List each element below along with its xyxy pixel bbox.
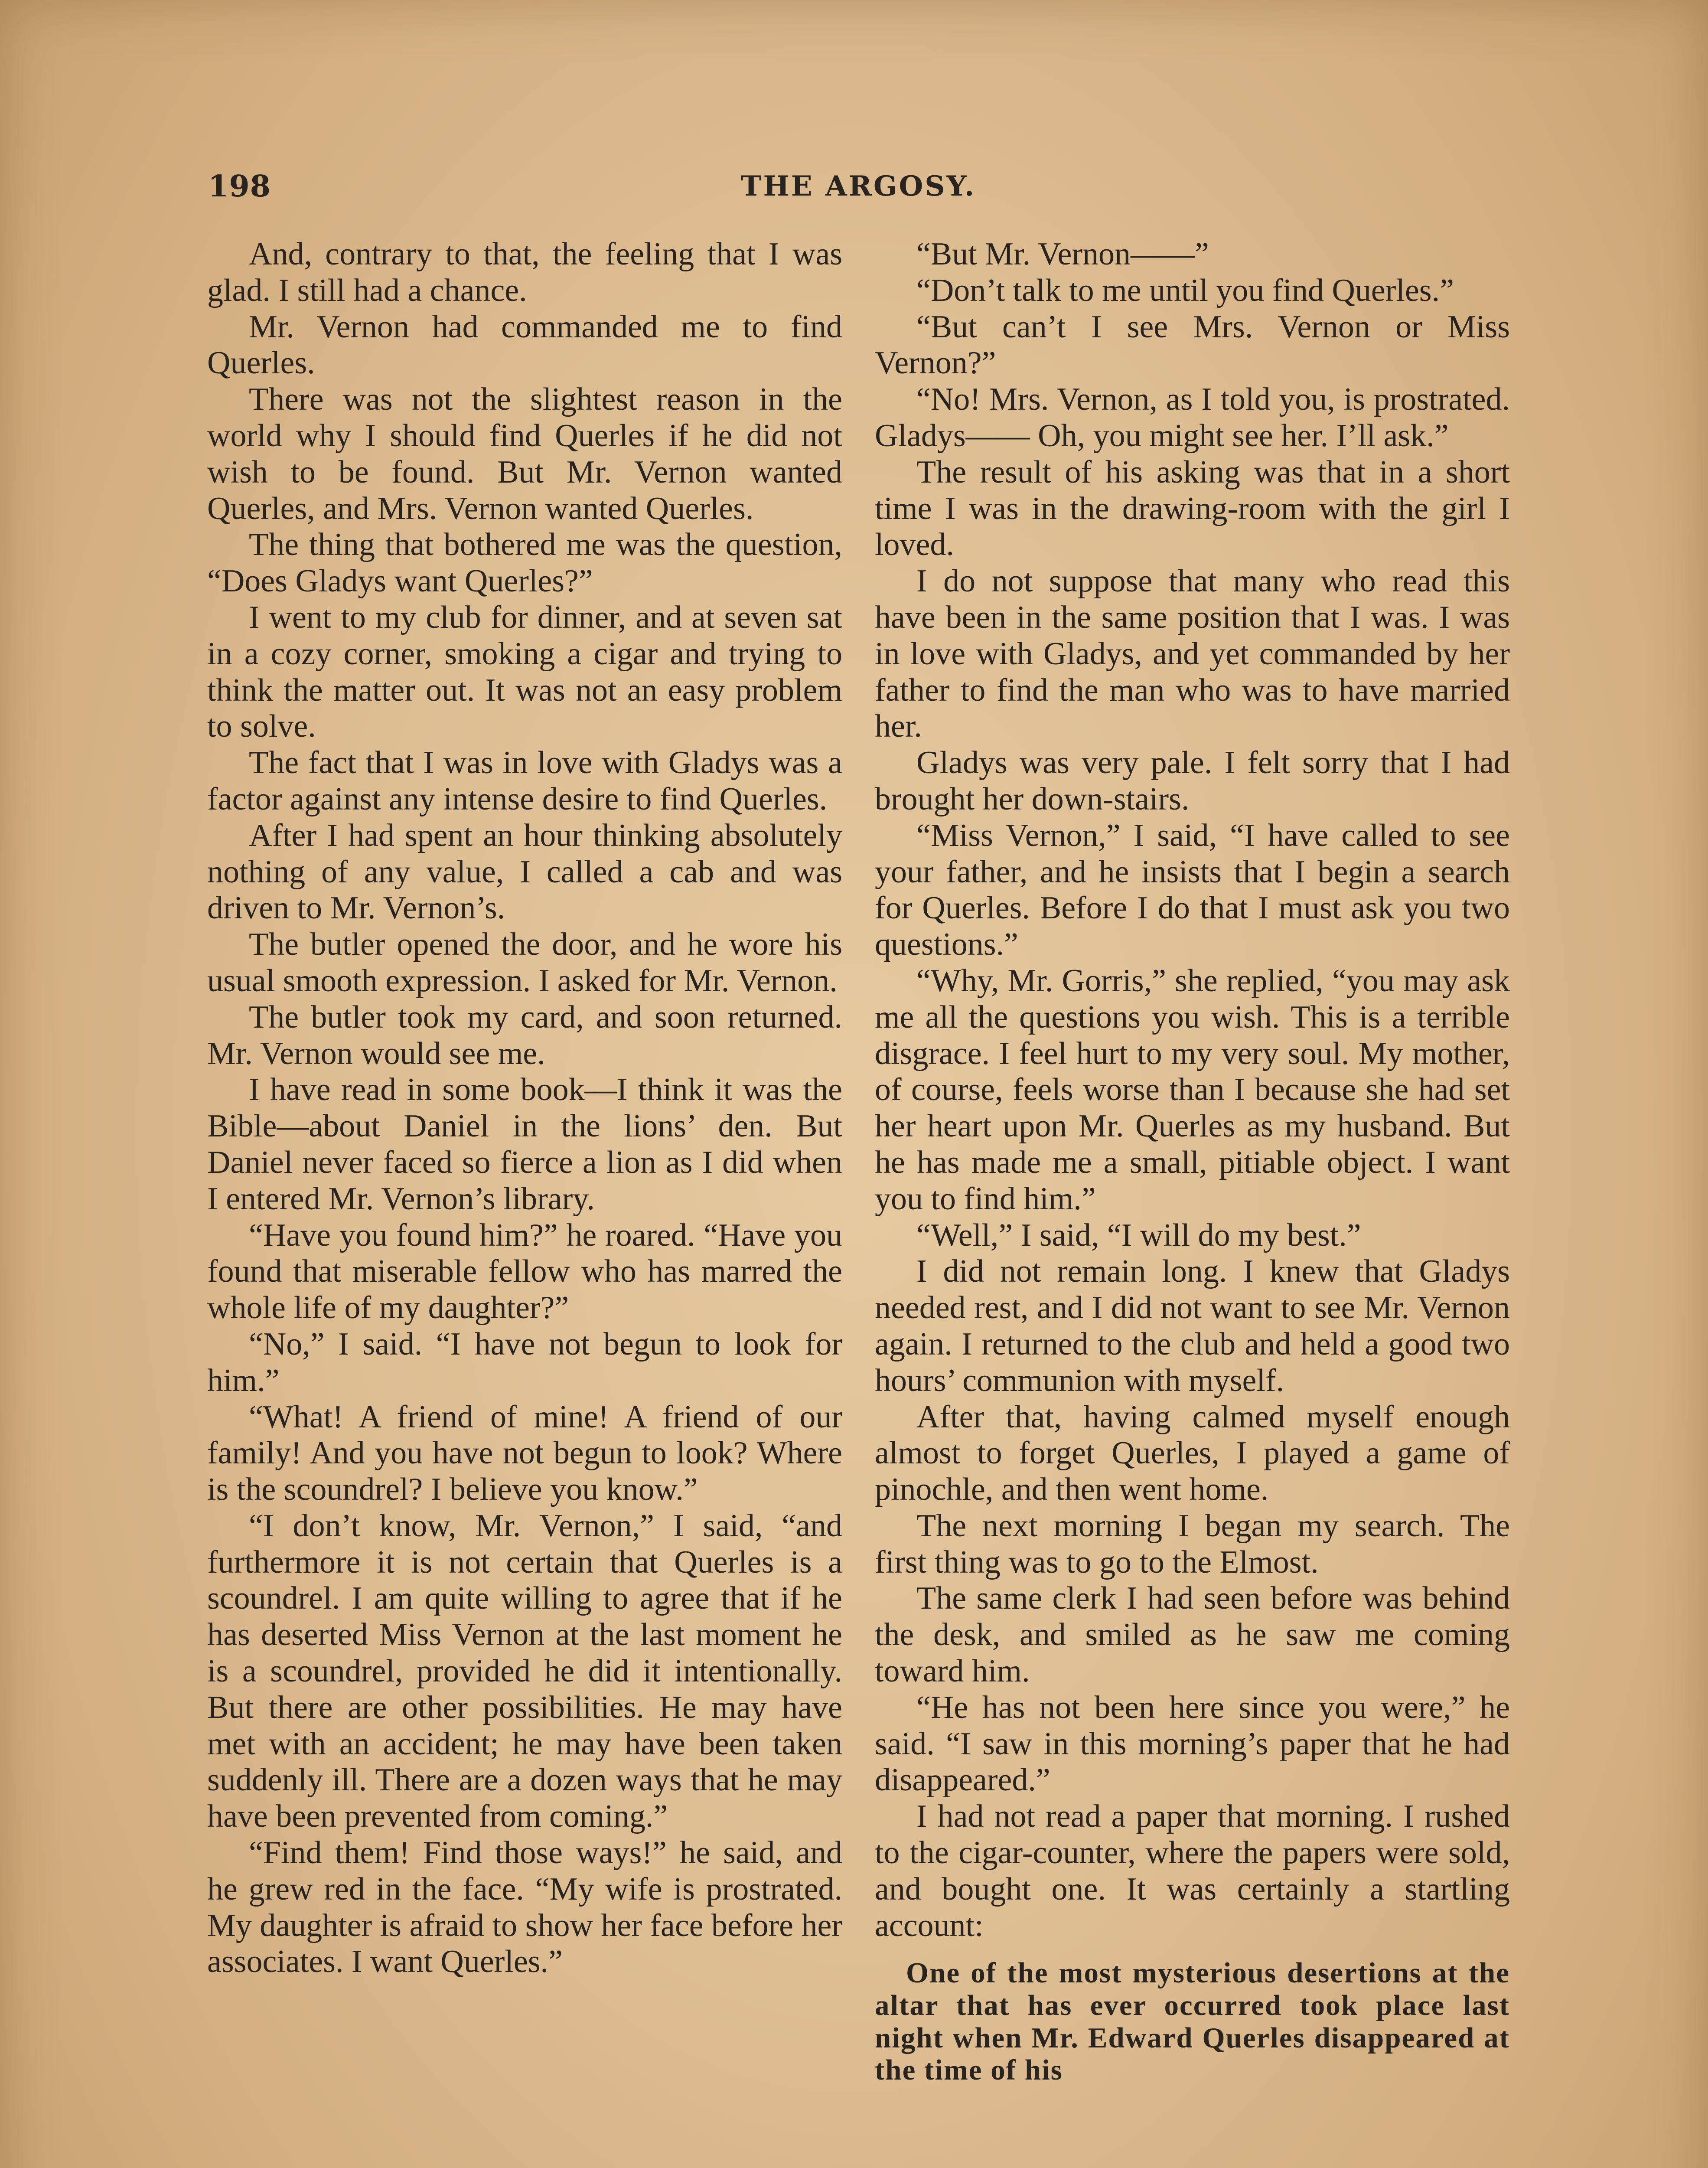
paragraph: “Don’t talk to me until you find Querles.” bbox=[916, 272, 1454, 308]
paragraph: After that, having calmed myself enough almost to forget Querles, I played a game of pinochle, and then went home. bbox=[875, 1399, 1510, 1508]
paragraph: And, contrary to that, the feeling that I was glad. I still had a chance. bbox=[207, 236, 842, 308]
paragraph: “But can’t I see Mrs. Vernon or Miss Vernon?” bbox=[875, 309, 1510, 381]
paragraph: The next morning I began my search. The first thing was to go to the Elmost. bbox=[875, 1508, 1510, 1580]
paragraph: The result of his asking was that in a short time I was in the drawing-room with the girl I loved. bbox=[875, 454, 1510, 563]
paragraph: The butler opened the door, and he wore his usual smooth expression. I asked for Mr. Vernon. bbox=[207, 927, 842, 999]
paragraph: I went to my club for dinner, and at seven sat in a cozy corner, smoking a cigar and trying to think the matter out. It was not an easy problem to solve. bbox=[207, 599, 842, 744]
paragraph: I have read in some book—I think it was the Bible—about Daniel in the lions’ den. But Daniel never faced so fierce a lion as I did when I entered Mr. Vernon’s library. bbox=[207, 1072, 842, 1217]
paragraph: “Have you found him?” he roared. “Have you found that miserable fellow who has marred the whole life of my daughter?” bbox=[207, 1217, 842, 1326]
page-header bbox=[208, 165, 1509, 217]
paragraph: “He has not been here since you were,” he said. “I saw in this morning’s paper that he had disappeared.” bbox=[875, 1689, 1510, 1798]
paragraph: The fact that I was in love with Gladys was a factor against any intense desire to find Querles. bbox=[207, 745, 842, 817]
paragraph: “Well,” I said, “I will do my best.” bbox=[916, 1217, 1361, 1253]
paragraph: The thing that bothered me was the question, “Does Gladys want Querles?” bbox=[207, 527, 842, 599]
paragraph: “Miss Vernon,” I said, “I have called to see your father, and he insists that I begin a search for Querles. Before I do that I must ask you two questions.” bbox=[875, 817, 1510, 963]
paragraph: Mr. Vernon had commanded me to find Querles. bbox=[207, 309, 842, 381]
running-head: THE ARGOSY. bbox=[740, 170, 976, 202]
paragraph: “Why, Mr. Gorris,” she replied, “you may ask me all the questions you wish. This is a terrible disgrace. I feel hurt to my very soul. My mother, of course, feels worse than I because she had set her heart upon Mr. Querles as my husband. But he has made me a small, pitiable object. I want you to find him.” bbox=[875, 963, 1510, 1217]
newspaper-excerpt: One of the most mysterious desertions at the altar that has ever occurred took place last night when Mr. Edward Querles disappeared at the time of his bbox=[875, 1957, 1510, 2086]
paragraph: “But Mr. Vernon——” bbox=[916, 236, 1209, 272]
paragraph: I do not suppose that many who read this have been in the same position that I was. I was in love with Gladys, and yet commanded by her father to find the man who was to have married her. bbox=[875, 563, 1510, 744]
paragraph: After I had spent an hour thinking absolutely nothing of any value, I called a cab and was driven to Mr. Vernon’s. bbox=[207, 817, 842, 926]
paragraph: “What! A friend of mine! A friend of our family! And you have not begun to look? Where is the scoundrel? I believe you know.” bbox=[207, 1399, 842, 1508]
paragraph: The same clerk I had seen before was behind the desk, and smiled as he saw me coming toward him. bbox=[875, 1580, 1510, 1689]
paragraph: “I don’t know, Mr. Vernon,” I said, “and furthermore it is not certain that Querles is a scoundrel. I am quite willing to agree that if he has deserted Miss Vernon at the last moment he is a scoundrel, provided he did it intentionally. But there are other possibilities. He may have met with an accident; he may have been taken suddenly ill. There are a dozen ways that he may have been prevented from coming.” bbox=[207, 1508, 842, 1835]
paragraph: I did not remain long. I knew that Gladys needed rest, and I did not want to see Mr. Vernon again. I returned to the club and held a good two hours’ communion with myself. bbox=[875, 1254, 1510, 1398]
paragraph: The butler took my card, and soon returned. Mr. Vernon would see me. bbox=[207, 999, 842, 1071]
paragraph: I had not read a paper that morning. I rushed to the cigar-counter, where the papers were sold, and bought one. It was certainly a startling account: bbox=[875, 1799, 1510, 1943]
paragraph: “No! Mrs. Vernon, as I told you, is prostrated. Gladys—— Oh, you might see her. I’ll ask.” bbox=[875, 382, 1510, 454]
paragraph: “Find them! Find those ways!” he said, and he grew red in the face. “My wife is prostrated. My daughter is afraid to show her face before her associates. I want Querles.” bbox=[207, 1835, 843, 1980]
paragraph: “No,” I said. “I have not begun to look for him.” bbox=[207, 1326, 842, 1398]
left-column bbox=[207, 236, 842, 1980]
page-number: 198 bbox=[208, 169, 271, 204]
right-column bbox=[875, 236, 1510, 2086]
paragraph: There was not the slightest reason in the world why I should find Querles if he did not wish to be found. But Mr. Vernon wanted Querles, and Mrs. Vernon wanted Querles. bbox=[207, 382, 842, 526]
paragraph: Gladys was very pale. I felt sorry that I had brought her down-stairs. bbox=[875, 745, 1510, 817]
